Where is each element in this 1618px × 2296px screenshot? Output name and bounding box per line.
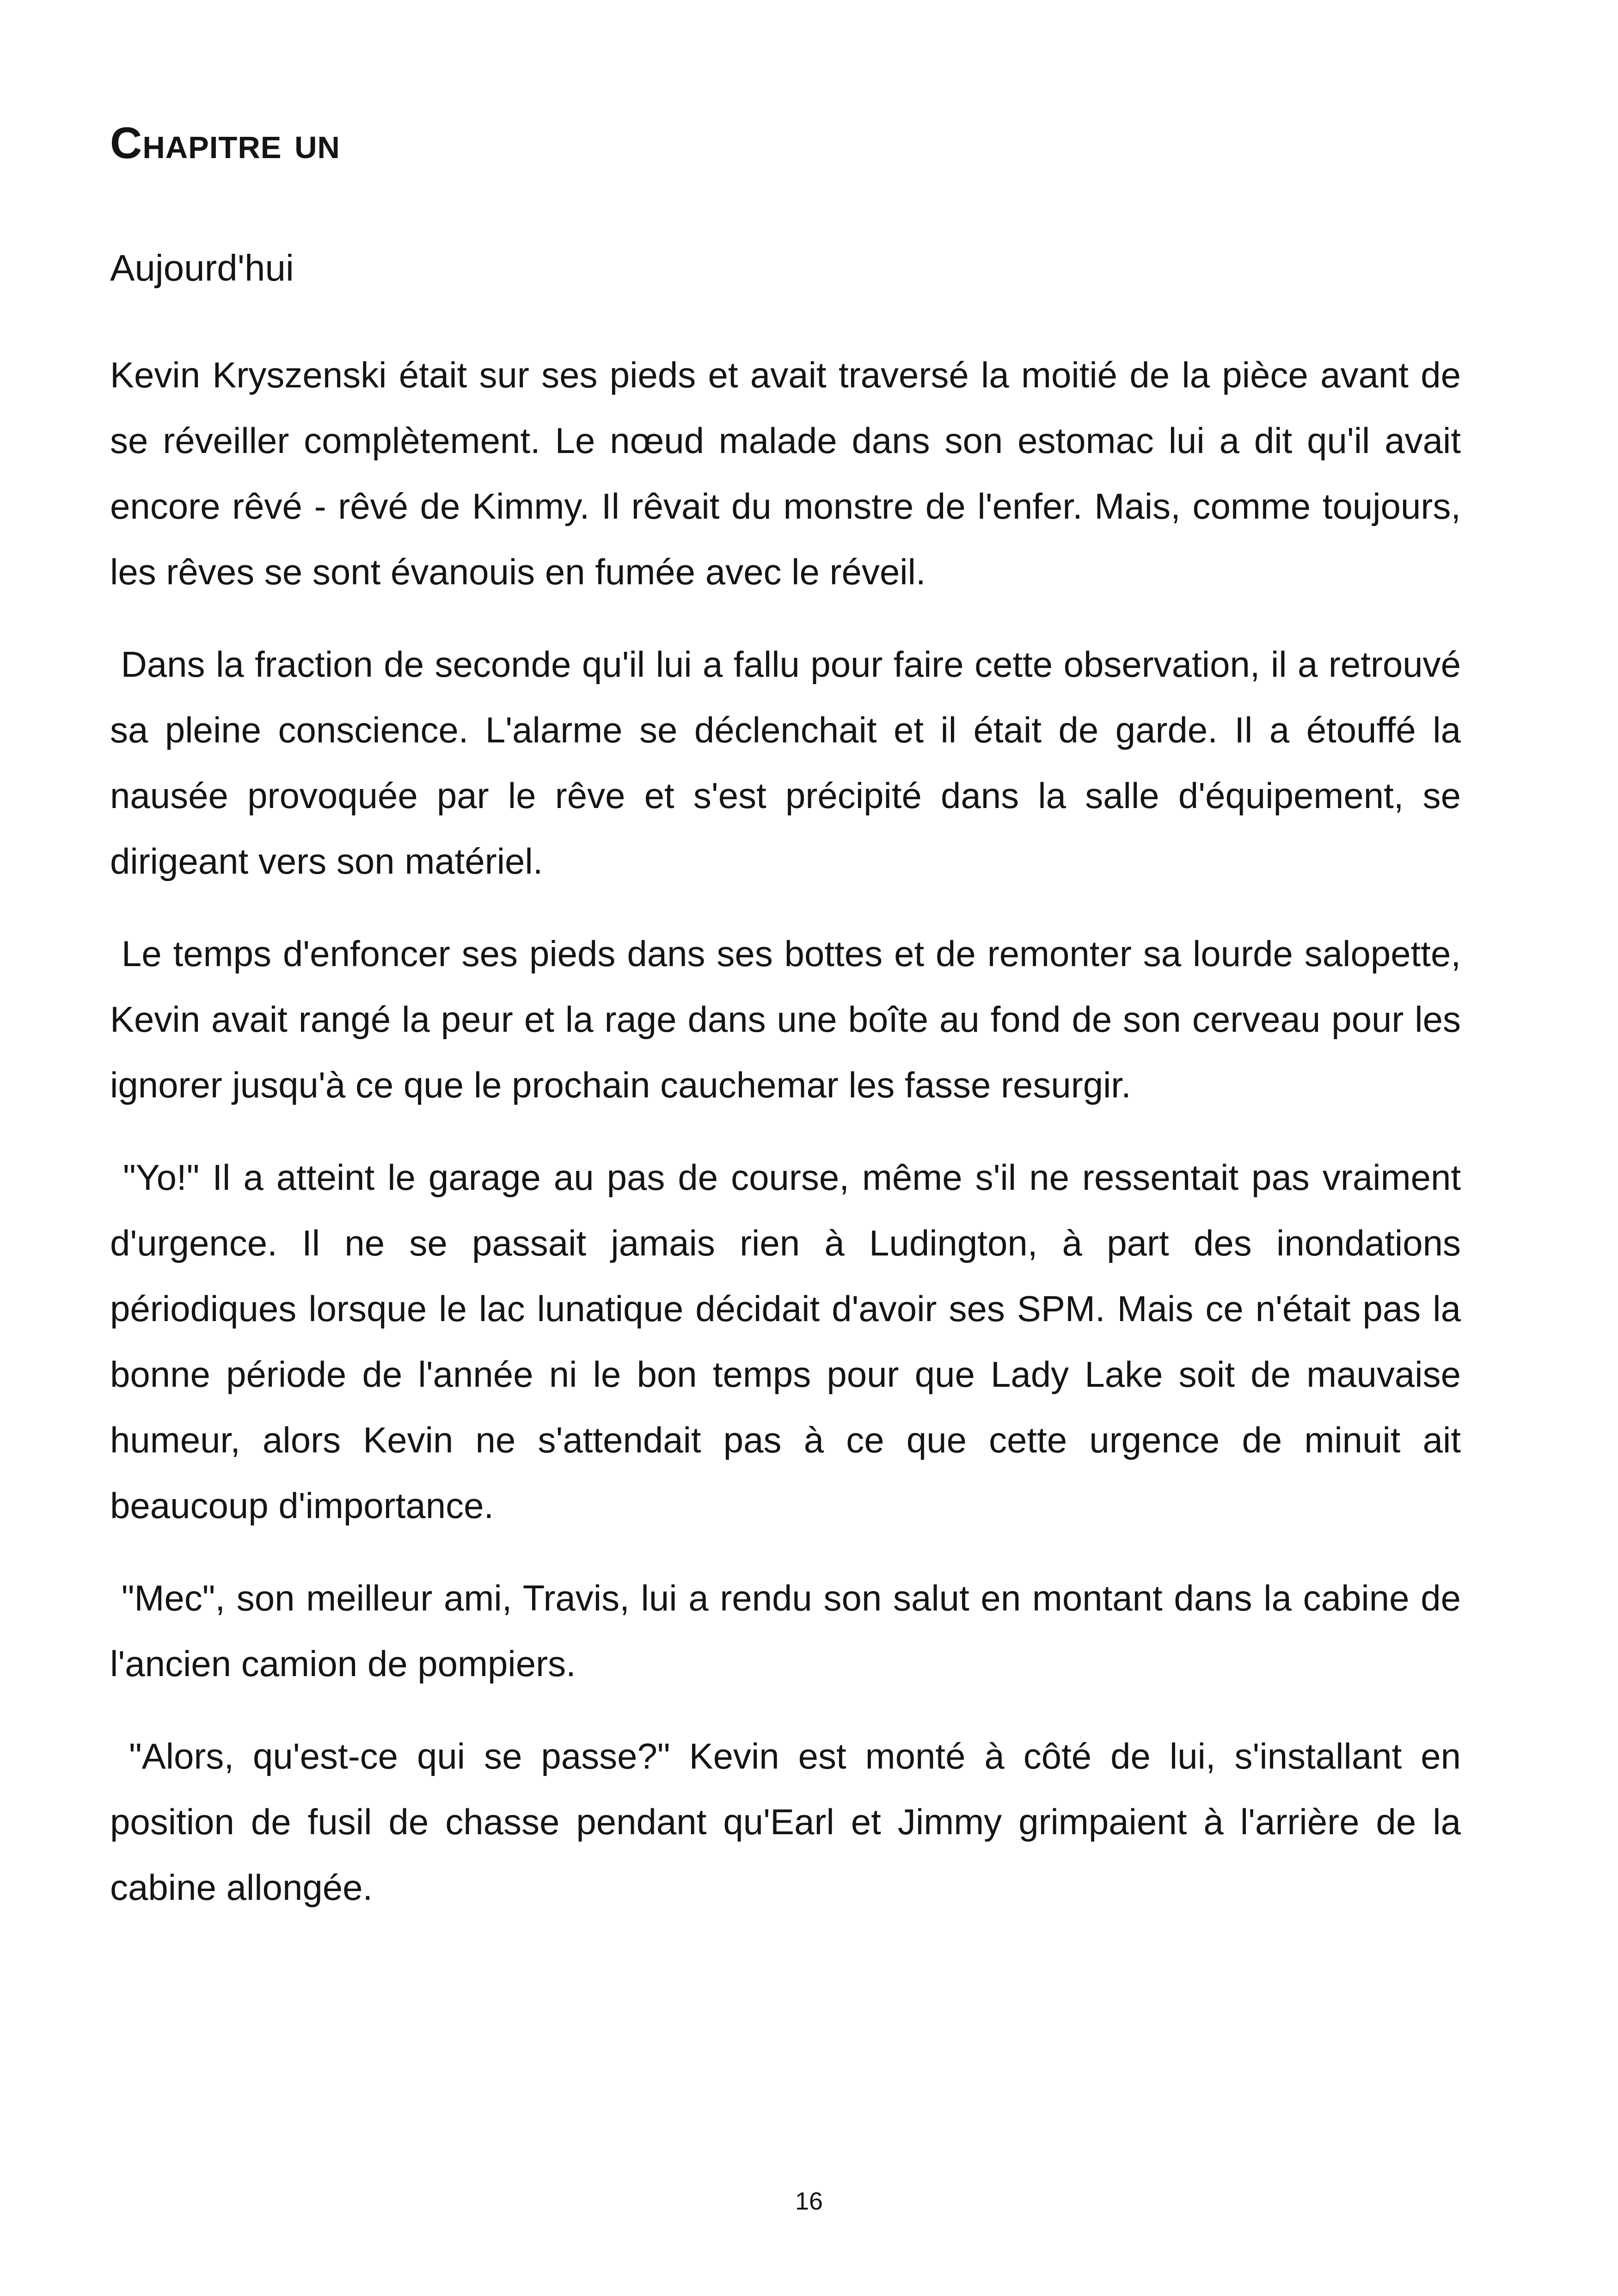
paragraph: Le temps d'enfoncer ses pieds dans ses bottes et de remonter sa lourde salopette, Kevin avait rangé la peur et la rage dans une boîte au fond de son cerveau pour les ignorer jusqu'à ce que le prochain cauchemar les fasse resurgir. xyxy=(110,933,1471,1105)
paragraph: "Mec", son meilleur ami, Travis, lui a rendu son salut en montant dans la cabine de l'ancien camion de pompiers. xyxy=(110,1578,1471,1684)
paragraph: "Yo!" Il a atteint le garage au pas de course, même s'il ne ressentait pas vraiment d'urgence. Il ne se passait jamais rien à Ludington, à part des inondations périodiques lorsque le lac lunatique décidait d'avoir ses SPM. Mais ce n'était pas la bonne période de l'année ni le bon temps pour que Lady Lake soit de mauvaise humeur, alors Kevin ne s'attendait pas à ce que cette urgence de minuit ait beaucoup d'importance. xyxy=(110,1157,1471,1526)
page-number: 16 xyxy=(795,2187,823,2215)
paragraph: Kevin Kryszenski était sur ses pieds et avait traversé la moitié de la pièce avant de se réveiller complètement. Le nœud malade dans son estomac lui a dit qu'il avait encore rêvé - rêvé de Kimmy. Il rêvait du monstre de l'enfer. Mais, comme toujours, les rêves se sont évanouis en fumée avec le réveil. xyxy=(110,355,1471,592)
paragraph: "Alors, qu'est-ce qui se passe?" Kevin est monté à côté de lui, s'installant en position de fusil de chasse pendant qu'Earl et Jimmy grimpaient à l'arrière de la cabine allongée. xyxy=(110,1736,1471,1908)
book-page xyxy=(110,0,1471,2296)
chapter-title: Chapitre un xyxy=(110,118,340,168)
paragraph: Dans la fraction de seconde qu'il lui a fallu pour faire cette observation, il a retrouvé sa pleine conscience. L'alarme se déclenchait et il était de garde. Il a étouffé la nausée provoquée par le rêve et s'est précipité dans la salle d'équipement, se dirigeant vers son matériel. xyxy=(110,644,1471,882)
time-heading: Aujourd'hui xyxy=(110,247,294,288)
chapter-body xyxy=(110,342,1471,1947)
